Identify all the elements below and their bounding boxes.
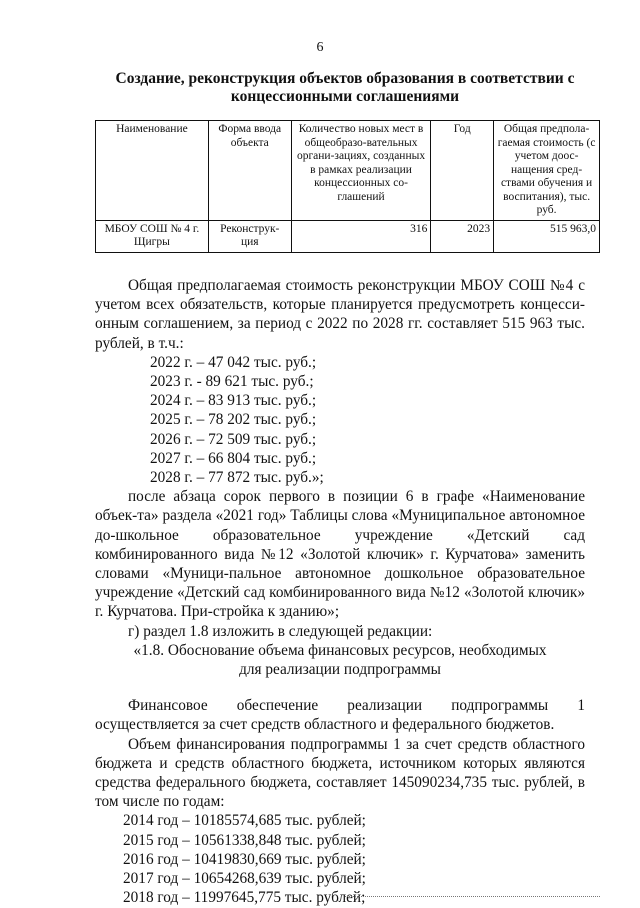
cell-form: Реконструк-ция bbox=[208, 220, 291, 252]
list-item: 2016 год – 10419830,669 тыс. рублей; bbox=[123, 850, 366, 868]
list-item: 2018 год – 11997645,775 тыс. рублей; bbox=[123, 889, 366, 907]
paragraph-replacement: после абзаца сорок первого в позиции 6 в графе «Наименование объек-та» раздела «2021 год» Таблицы слова «Муниципальное автономное до-школьное образовательное учреждение «Детский сад комбинированного вида №12 «Золотой ключик» г. Курчатова» заменить словами «Муници-пальное автономное дошкольное образовательное учреждение «Детский сад комбинированного вида №12 «Золотой ключик» г. Курчатова. При-стройка к зданию»; bbox=[95, 488, 585, 621]
list-item: 2028 г. – 77 872 тыс. руб.»; bbox=[150, 469, 324, 487]
table-header-row bbox=[96, 121, 600, 221]
list-item: 2015 год – 10561338,848 тыс. рублей; bbox=[123, 831, 366, 849]
paragraph-total-cost: Общая предполагаемая стоимость реконструкции МБОУ СОШ №4 с учетом всех обязательств, которые планируется предусмотреть концесси-онным соглашением, за период с 2022 по 2028 гг. составляет 515 963 тыс. рублей, в т.ч.: bbox=[95, 277, 585, 352]
list-item: 2024 г. – 83 913 тыс. руб.; bbox=[150, 392, 317, 410]
table-row bbox=[96, 220, 600, 252]
col-header-name: Наименование bbox=[96, 121, 209, 221]
page-number: 6 bbox=[316, 40, 324, 55]
cell-year: 2023 bbox=[431, 220, 494, 252]
title-line-2: концессионными соглашениями bbox=[230, 88, 460, 105]
page-title bbox=[110, 70, 580, 106]
col-header-cost: Общая предпола-гаемая стоимость (с учетом доос-нащения сред-ствами обучения и воспитания), тыс. руб. bbox=[494, 121, 600, 221]
col-header-form: Форма ввода объекта bbox=[208, 121, 291, 221]
section-title-line-1: «1.8. Обоснование объема финансовых ресурсов, необходимых bbox=[133, 641, 547, 659]
paragraph-section-change: г) раздел 1.8 изложить в следующей редакции: bbox=[128, 622, 433, 640]
bottom-divider bbox=[345, 896, 600, 897]
document-body bbox=[95, 276, 585, 908]
objects-table bbox=[95, 120, 600, 253]
list-item: 2017 год – 10654268,639 тыс. рублей; bbox=[123, 870, 366, 888]
col-header-places: Количество новых мест в общеобразо-вательных органи-зациях, созданных в рамках реализации концессионных со-глашений bbox=[291, 121, 431, 221]
list-item: 2027 г. – 66 804 тыс. руб.; bbox=[150, 449, 317, 467]
cell-places: 316 bbox=[291, 220, 431, 252]
list-item: 2025 г. – 78 202 тыс. руб.; bbox=[150, 411, 317, 429]
col-header-year: Год bbox=[431, 121, 494, 221]
paragraph-financing: Финансовое обеспечение реализации подпрограммы 1 осуществляется за счет средств областного и федерального бюджетов. bbox=[95, 697, 585, 734]
list-item: 2022 г. – 47 042 тыс. руб.; bbox=[150, 353, 317, 371]
list-item: 2014 год – 10185574,685 тыс. рублей; bbox=[123, 812, 366, 830]
cell-cost: 515 963,0 bbox=[494, 220, 600, 252]
section-title-line-2: для реализации подпрограммы bbox=[239, 661, 441, 679]
paragraph-volume: Объем финансирования подпрограммы 1 за счет средств областного бюджета и средств областного бюджета, источником которых являются средства федерального бюджета, составляет 145090234,735 тыс. рублей, в том числе по годам: bbox=[95, 735, 585, 811]
cell-name: МБОУ СОШ № 4 г. Щигры bbox=[96, 220, 209, 252]
list-item: 2026 г. – 72 509 тыс. руб.; bbox=[150, 430, 317, 448]
title-line-1: Создание, реконструкция объектов образования в соответствии с bbox=[115, 70, 575, 87]
list-item: 2023 г. - 89 621 тыс. руб.; bbox=[150, 373, 314, 391]
